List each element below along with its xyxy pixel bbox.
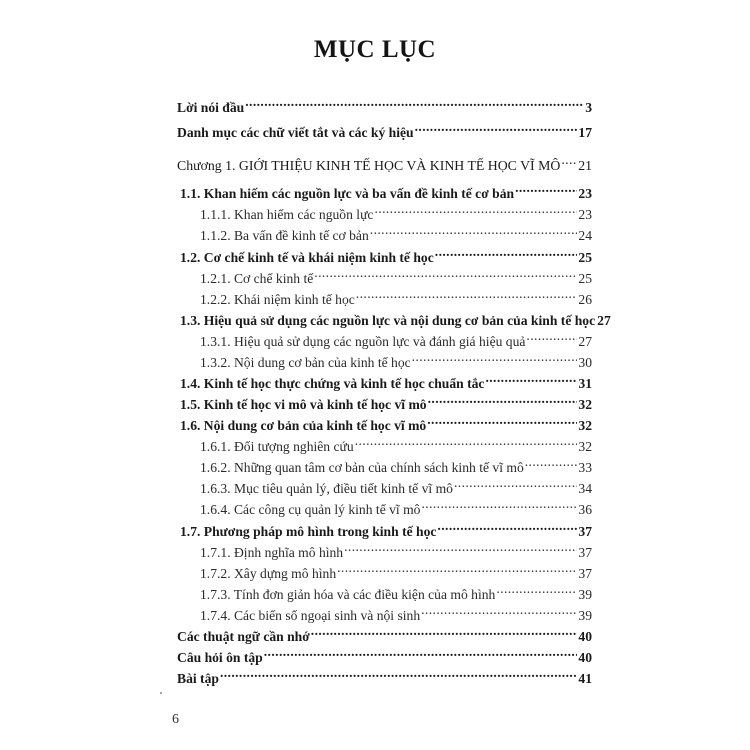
toc-entry-label: 1.1.2. Ba vấn đề kinh tế cơ bản [200,228,369,243]
toc-entry-label: Danh mục các chữ viết tắt và các ký hiệu [177,125,414,140]
toc-entry-subsection-1-6-1[interactable] [200,431,592,454]
toc-entry-page: 21 [578,158,592,173]
dot-leader [344,537,577,557]
toc-entry-page: 30 [578,355,592,370]
toc-entry-page: 27 [597,313,611,328]
toc-entry-page: 39 [578,608,592,623]
toc-entry-label: 1.6. Nội dung cơ bản của kinh tế học vĩ mô [180,418,427,433]
toc-entry-label: 1.7.3. Tính đơn giản hóa và các điều kiện của mô hình [200,587,496,602]
toc-entry-subsection-1-6-4[interactable] [200,494,592,517]
toc-entry-label: Câu hỏi ôn tập [177,650,263,665]
toc-entry-page: 33 [578,460,592,475]
toc-entry-label: 1.6.3. Mục tiêu quản lý, điều tiết kinh tế vĩ mô [200,481,453,496]
toc-entry-subsection-1-6-2[interactable] [200,452,592,475]
toc-entry-section-1-7[interactable] [180,516,592,539]
dot-leader [526,326,577,346]
toc-entry-label: 1.7.2. Xây dựng mô hình [200,566,337,581]
toc-entry-chapter-1[interactable] [177,150,592,173]
toc-entry-label: 1.7.1. Định nghĩa mô hình [200,545,344,560]
dot-leader [454,473,577,493]
toc-entry-page: 40 [578,629,592,644]
toc-entry-label: 1.2.2. Khái niệm kinh tế học [200,292,355,307]
toc-entry-page: 17 [578,125,592,140]
toc-entry-label: 1.7.4. Các biến số ngoại sinh và nội sinh [200,608,421,623]
dot-leader [337,558,577,578]
dot-leader [561,150,577,170]
toc-entry-page: 23 [578,186,592,201]
toc-entry-label: 1.4. Kinh tế học thực chứng và kinh tế học chuẩn tắc [180,376,485,391]
toc-entry-label: Các thuật ngữ cần nhớ [177,629,310,644]
toc-entry-abbreviations[interactable] [177,117,592,140]
toc-entry-preface[interactable] [177,92,592,115]
dot-leader [515,178,577,198]
toc-entry-page: 32 [578,397,592,412]
toc-entry-page: 37 [578,524,592,539]
toc-entry-exercises[interactable] [177,663,592,686]
toc-entry-key-terms[interactable] [177,621,592,644]
print-speck [160,692,162,694]
dot-leader [370,220,578,240]
toc-entry-page: 25 [578,271,592,286]
toc-entry-subsection-1-2-2[interactable] [200,284,592,307]
toc-entry-label: 1.1. Khan hiếm các nguồn lực và ba vấn đề kinh tế cơ bản [180,186,515,201]
toc-entry-label: 1.2. Cơ chế kinh tế và khái niệm kinh tế học [180,250,434,265]
toc-entry-page: 37 [578,545,592,560]
toc-entry-subsection-1-1-1[interactable] [200,199,592,222]
toc-entry-subsection-1-7-4[interactable] [200,600,592,623]
toc-entry-label: 1.1.1. Khan hiếm các nguồn lực [200,207,374,222]
toc-entry-subsection-1-2-1[interactable] [200,263,592,286]
toc-entry-subsection-1-7-1[interactable] [200,537,592,560]
dot-leader [374,199,577,219]
toc-entry-section-1-1[interactable] [180,178,592,201]
toc-entry-page: 41 [578,671,592,686]
toc-entry-label: 1.2.1. Cơ chế kinh tế [200,271,314,286]
toc-entry-section-1-4[interactable] [180,368,592,391]
toc-entry-page: 23 [578,207,592,222]
toc-entry-review-questions[interactable] [177,642,592,665]
toc-entry-page: 24 [578,228,592,243]
dot-leader [485,368,577,388]
toc-entry-label: 1.6.4. Các công cụ quản lý kinh tế vĩ mô [200,502,421,517]
toc-entry-label: Chương 1. GIỚI THIỆU KINH TẾ HỌC VÀ KINH TẾ HỌC VĨ MÔ [177,158,561,173]
dot-leader [220,663,577,683]
toc-entry-page: 37 [578,566,592,581]
toc-entry-page: 34 [578,481,592,496]
page-number: 6 [172,712,179,727]
toc-entry-label: 1.3.1. Hiệu quả sử dụng các nguồn lực và đánh giá hiệu quả [200,334,526,349]
toc-entry-subsection-1-7-2[interactable] [200,558,592,581]
toc-entry-page: 40 [578,650,592,665]
toc-entry-page: 36 [578,502,592,517]
dot-leader [437,516,577,536]
toc-entry-page: 25 [578,250,592,265]
toc-entry-subsection-1-1-2[interactable] [200,220,592,243]
dot-leader [314,263,577,283]
toc-entry-subsection-1-3-2[interactable] [200,347,592,370]
dot-leader [435,242,578,262]
dot-leader [525,452,578,472]
toc-entry-label: 1.3.2. Nội dung cơ bản của kinh tế học [200,355,411,370]
toc-entry-page: 27 [578,334,592,349]
toc-entry-page: 26 [578,292,592,307]
toc-entry-label: Bài tập [177,671,219,686]
toc-entry-page: 3 [585,100,592,115]
dot-leader [427,410,577,430]
toc-entry-section-1-2[interactable] [180,242,592,265]
toc-entry-page: 39 [578,587,592,602]
dot-leader [412,347,578,367]
toc-entry-subsection-1-3-1[interactable] [200,326,592,349]
toc-entry-label: 1.7. Phương pháp mô hình trong kinh tế học [180,524,437,539]
dot-leader [355,431,578,451]
toc-entry-section-1-3[interactable] [180,305,611,328]
toc-entry-section-1-6[interactable] [180,410,592,433]
toc-entry-label: 1.3. Hiệu quả sử dụng các nguồn lực và nội dung cơ bản của kinh tế học [180,313,596,328]
dot-leader [245,92,584,112]
dot-leader [421,600,577,620]
dot-leader [356,284,578,304]
toc-entry-page: 32 [578,418,592,433]
page-title: MỤC LỤC [313,36,437,63]
dot-leader [428,389,578,409]
toc-entry-label: 1.6.1. Đối tượng nghiên cứu [200,439,354,454]
dot-leader [496,579,577,599]
dot-leader [311,621,578,641]
dot-leader [415,117,578,137]
toc-entry-label: 1.5. Kinh tế học vi mô và kinh tế học vĩ mô [180,397,427,412]
dot-leader [264,642,578,662]
toc-entry-subsection-1-6-3[interactable] [200,473,592,496]
toc-entry-subsection-1-7-3[interactable] [200,579,592,602]
toc-entry-section-1-5[interactable] [180,389,592,412]
toc-entry-label: 1.6.2. Những quan tâm cơ bản của chính sách kinh tế vĩ mô [200,460,524,475]
dot-leader [421,494,577,514]
toc-entry-page: 31 [578,376,592,391]
toc-entry-label: Lời nói đầu [177,100,245,115]
toc-entry-page: 32 [578,439,592,454]
